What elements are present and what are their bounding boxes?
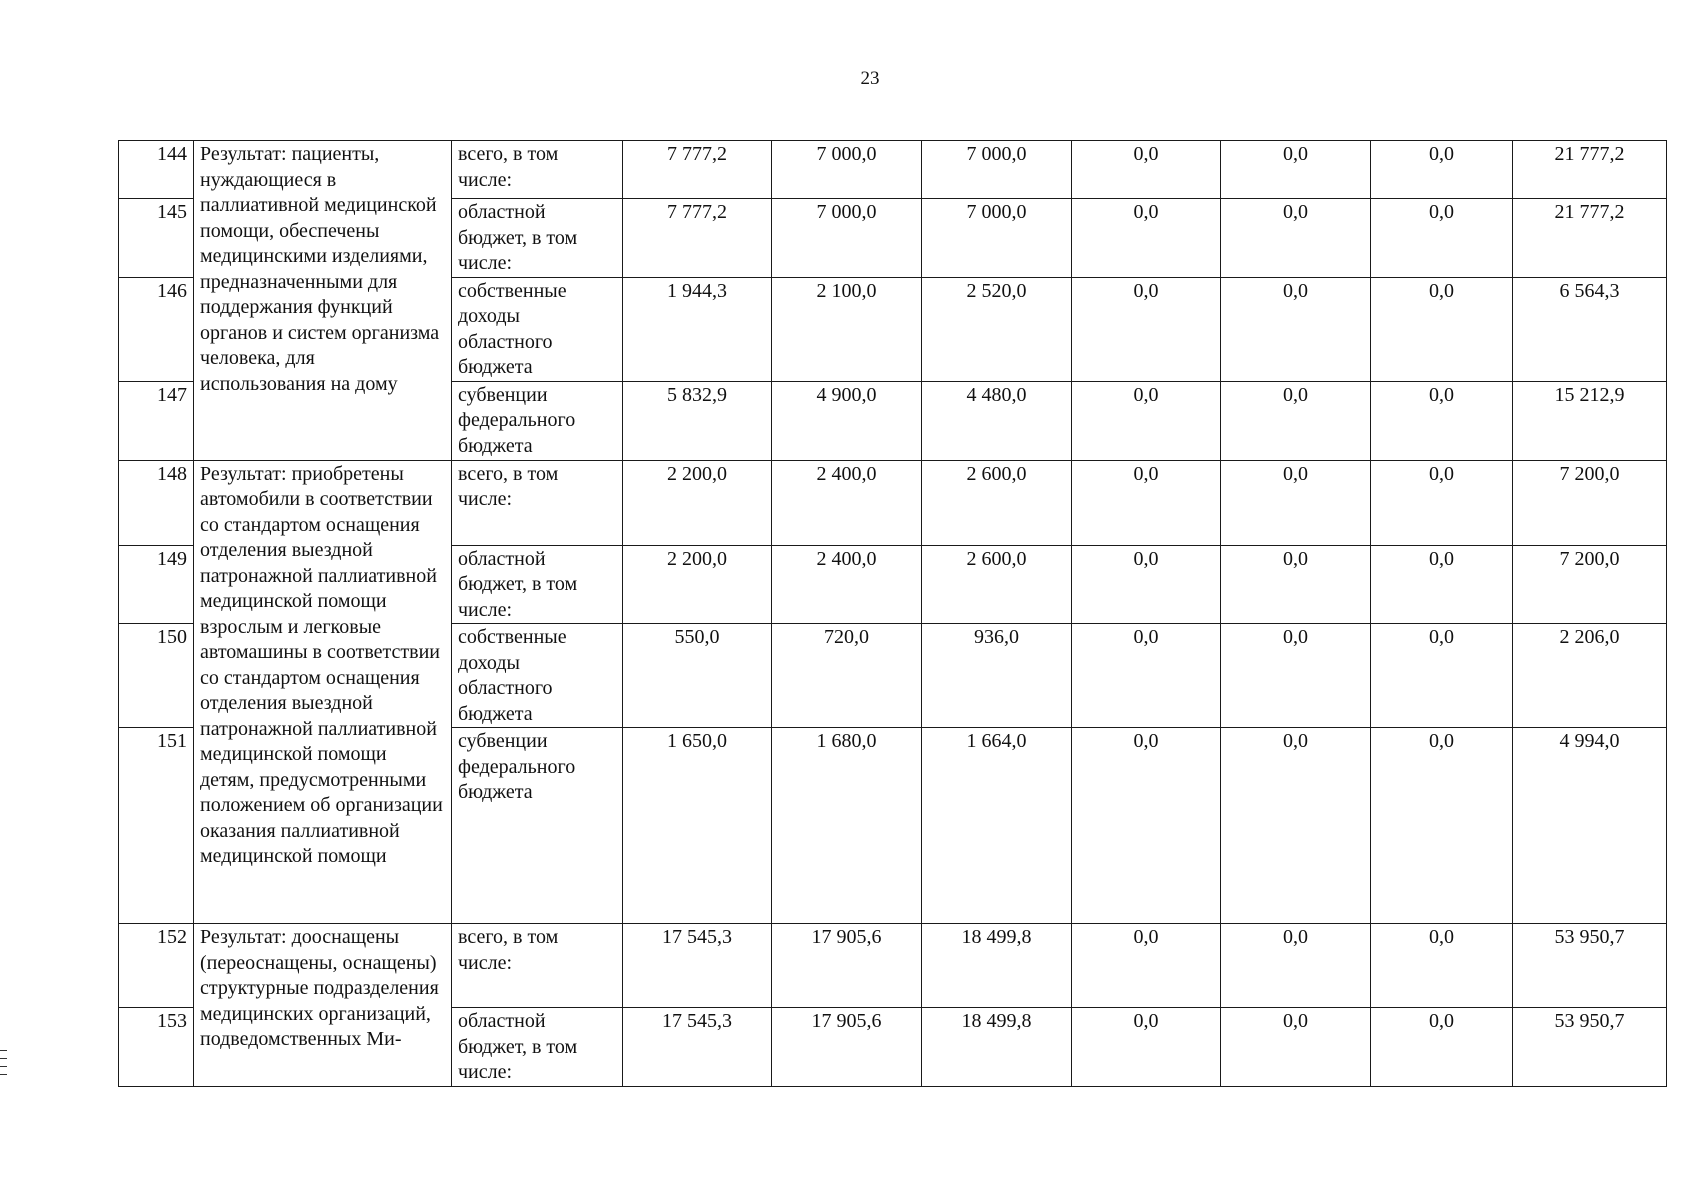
result-description: Результат: пациенты, нуждающиеся в паллиативной медицинской помощи, обеспечены медицинскими изделиями, предназначенными для поддержания функций органов и систем организма человека, для использования на дому bbox=[194, 141, 452, 461]
value-cell: 0,0 bbox=[1371, 924, 1513, 1008]
value-cell: 1 650,0 bbox=[623, 728, 772, 924]
value-cell: 0,0 bbox=[1072, 381, 1221, 460]
funding-source: всего, в том числе: bbox=[452, 924, 623, 1008]
value-cell: 0,0 bbox=[1221, 381, 1371, 460]
funding-source: всего, в том числе: bbox=[452, 460, 623, 545]
value-cell: 0,0 bbox=[1072, 141, 1221, 199]
total-cell: 7 200,0 bbox=[1513, 545, 1667, 624]
value-cell: 0,0 bbox=[1221, 924, 1371, 1008]
value-cell: 0,0 bbox=[1371, 277, 1513, 381]
funding-source: собственные доходы областного бюджета bbox=[452, 277, 623, 381]
row-number: 153 bbox=[119, 1008, 194, 1087]
funding-source: областной бюджет, в том числе: bbox=[452, 199, 623, 278]
value-cell: 0,0 bbox=[1221, 728, 1371, 924]
value-cell: 2 520,0 bbox=[922, 277, 1072, 381]
row-number: 149 bbox=[119, 545, 194, 624]
value-cell: 550,0 bbox=[623, 624, 772, 728]
funding-source: субвенции федерального бюджета bbox=[452, 728, 623, 924]
total-cell: 4 994,0 bbox=[1513, 728, 1667, 924]
binding-mark bbox=[0, 1066, 7, 1067]
funding-source: областной бюджет, в том числе: bbox=[452, 1008, 623, 1087]
value-cell: 7 777,2 bbox=[623, 141, 772, 199]
value-cell: 720,0 bbox=[772, 624, 922, 728]
binding-mark bbox=[0, 1074, 7, 1075]
value-cell: 7 000,0 bbox=[922, 199, 1072, 278]
value-cell: 0,0 bbox=[1072, 199, 1221, 278]
value-cell: 0,0 bbox=[1221, 545, 1371, 624]
table-row bbox=[119, 924, 1667, 1008]
row-number: 151 bbox=[119, 728, 194, 924]
total-cell: 7 200,0 bbox=[1513, 460, 1667, 545]
page-number: 23 bbox=[860, 68, 880, 89]
value-cell: 2 600,0 bbox=[922, 545, 1072, 624]
value-cell: 7 777,2 bbox=[623, 199, 772, 278]
value-cell: 2 400,0 bbox=[772, 460, 922, 545]
value-cell: 0,0 bbox=[1221, 199, 1371, 278]
value-cell: 17 545,3 bbox=[623, 1008, 772, 1087]
value-cell: 17 905,6 bbox=[772, 924, 922, 1008]
row-number: 146 bbox=[119, 277, 194, 381]
row-number: 150 bbox=[119, 624, 194, 728]
funding-source: всего, в том числе: bbox=[452, 141, 623, 199]
value-cell: 1 680,0 bbox=[772, 728, 922, 924]
value-cell: 2 600,0 bbox=[922, 460, 1072, 545]
result-description: Результат: дооснащены (переоснащены, оснащены) структурные подразделения медицинских организаций, подведомственных Ми- bbox=[194, 924, 452, 1087]
value-cell: 0,0 bbox=[1072, 624, 1221, 728]
total-cell: 53 950,7 bbox=[1513, 924, 1667, 1008]
row-number: 152 bbox=[119, 924, 194, 1008]
row-number: 147 bbox=[119, 381, 194, 460]
value-cell: 0,0 bbox=[1221, 460, 1371, 545]
table-body bbox=[119, 141, 1667, 1087]
binding-mark bbox=[0, 1050, 7, 1051]
total-cell: 6 564,3 bbox=[1513, 277, 1667, 381]
value-cell: 2 200,0 bbox=[623, 545, 772, 624]
total-cell: 15 212,9 bbox=[1513, 381, 1667, 460]
binding-marks bbox=[0, 1050, 7, 1082]
value-cell: 0,0 bbox=[1072, 1008, 1221, 1087]
value-cell: 0,0 bbox=[1221, 1008, 1371, 1087]
value-cell: 0,0 bbox=[1371, 381, 1513, 460]
total-cell: 21 777,2 bbox=[1513, 141, 1667, 199]
value-cell: 7 000,0 bbox=[922, 141, 1072, 199]
value-cell: 5 832,9 bbox=[623, 381, 772, 460]
table-row bbox=[119, 141, 1667, 199]
value-cell: 7 000,0 bbox=[772, 141, 922, 199]
value-cell: 0,0 bbox=[1072, 728, 1221, 924]
value-cell: 0,0 bbox=[1371, 1008, 1513, 1087]
row-number: 145 bbox=[119, 199, 194, 278]
binding-mark bbox=[0, 1058, 7, 1059]
budget-table bbox=[118, 140, 1667, 1087]
value-cell: 17 905,6 bbox=[772, 1008, 922, 1087]
value-cell: 0,0 bbox=[1072, 545, 1221, 624]
value-cell: 2 100,0 bbox=[772, 277, 922, 381]
row-number: 144 bbox=[119, 141, 194, 199]
value-cell: 4 900,0 bbox=[772, 381, 922, 460]
row-number: 148 bbox=[119, 460, 194, 545]
value-cell: 0,0 bbox=[1371, 141, 1513, 199]
value-cell: 0,0 bbox=[1221, 141, 1371, 199]
value-cell: 2 200,0 bbox=[623, 460, 772, 545]
value-cell: 0,0 bbox=[1072, 277, 1221, 381]
value-cell: 0,0 bbox=[1221, 277, 1371, 381]
result-description: Результат: приобретены автомобили в соответствии со стандартом оснащения отделения выездной патронажной паллиативной медицинской помощи взрослым и легковые автомашины в соответствии со стандартом оснащения отделения выездной патронажной паллиативной медицинской помощи детям, предусмотренными положением об организации оказания паллиативной медицинской помощи bbox=[194, 460, 452, 924]
funding-source: субвенции федерального бюджета bbox=[452, 381, 623, 460]
total-cell: 53 950,7 bbox=[1513, 1008, 1667, 1087]
value-cell: 18 499,8 bbox=[922, 1008, 1072, 1087]
table-row bbox=[119, 460, 1667, 545]
funding-source: областной бюджет, в том числе: bbox=[452, 545, 623, 624]
total-cell: 21 777,2 bbox=[1513, 199, 1667, 278]
value-cell: 1 944,3 bbox=[623, 277, 772, 381]
total-cell: 2 206,0 bbox=[1513, 624, 1667, 728]
value-cell: 18 499,8 bbox=[922, 924, 1072, 1008]
value-cell: 0,0 bbox=[1371, 199, 1513, 278]
value-cell: 17 545,3 bbox=[623, 924, 772, 1008]
value-cell: 0,0 bbox=[1371, 728, 1513, 924]
value-cell: 2 400,0 bbox=[772, 545, 922, 624]
value-cell: 0,0 bbox=[1371, 545, 1513, 624]
value-cell: 0,0 bbox=[1072, 924, 1221, 1008]
value-cell: 936,0 bbox=[922, 624, 1072, 728]
value-cell: 0,0 bbox=[1072, 460, 1221, 545]
value-cell: 7 000,0 bbox=[772, 199, 922, 278]
funding-source: собственные доходы областного бюджета bbox=[452, 624, 623, 728]
value-cell: 0,0 bbox=[1371, 460, 1513, 545]
value-cell: 1 664,0 bbox=[922, 728, 1072, 924]
value-cell: 4 480,0 bbox=[922, 381, 1072, 460]
value-cell: 0,0 bbox=[1371, 624, 1513, 728]
value-cell: 0,0 bbox=[1221, 624, 1371, 728]
